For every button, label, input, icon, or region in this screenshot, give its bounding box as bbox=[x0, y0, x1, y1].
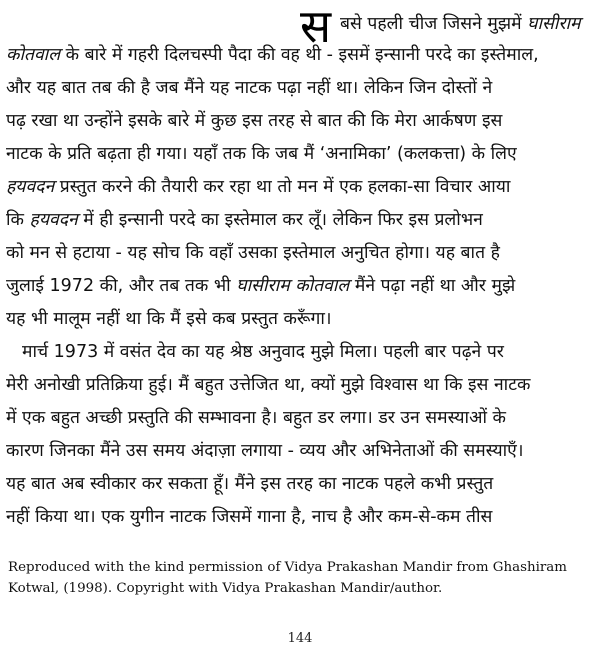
text-run: को मन से हटाया - यह सोच कि वहाँ उसका इस्तेमाल अनुचित होगा। यह बात है bbox=[6, 243, 500, 263]
text-run: में एक बहुत अच्छी प्रस्तुति की सम्भावना है। बहुत डर लगा। डर उन समस्याओं के bbox=[6, 408, 506, 428]
text-line bbox=[6, 241, 596, 265]
italic-title: हयवदन bbox=[6, 177, 55, 197]
text-run: और यह बात तब की है जब मैंने यह नाटक पढ़ा नहीं था। लेकिन जिन दोस्तों ने bbox=[6, 78, 493, 98]
text-run: मैंने पढ़ा नहीं था और मुझे bbox=[349, 276, 516, 296]
text-run: मेरी अनोखी प्रतिक्रिया हुई। मैं बहुत उत्तेजित था, क्यों मुझे विश्वास था कि इस नाटक bbox=[6, 375, 531, 395]
italic-title: हयवदन bbox=[29, 210, 78, 230]
text-line bbox=[6, 406, 596, 430]
italic-title: घासीराम bbox=[527, 14, 581, 34]
text-run: प्रस्तुत करने की तैयारी कर रहा था तो मन में एक हलका-सा विचार आया bbox=[54, 177, 511, 197]
text-run: यह भी मालूम नहीं था कि मैं इसे कब प्रस्तुत करूँगा। bbox=[6, 309, 332, 329]
footnote: Reproduced with the kind permission of Vidya Prakashan Mandir from Ghashiram Kotwal, (1998). Copyright with Vidya Prakashan Mandir/author. bbox=[8, 560, 567, 596]
page-number: 144 bbox=[287, 631, 313, 646]
text-line bbox=[22, 340, 596, 364]
text-run: में ही इन्सानी परदे का इस्तेमाल कर लूँ। लेकिन फिर इस प्रलोभन bbox=[77, 210, 483, 230]
text-line bbox=[6, 43, 596, 67]
text-run: यह बात अब स्वीकार कर सकता हूँ। मैंने इस तरह का नाटक पहले कभी प्रस्तुत bbox=[6, 474, 494, 494]
text-line bbox=[6, 142, 596, 166]
text-line bbox=[6, 505, 596, 529]
text-line bbox=[6, 472, 596, 496]
text-line bbox=[6, 274, 596, 298]
text-line bbox=[6, 175, 596, 199]
italic-title: कोतवाल bbox=[6, 45, 61, 65]
text-run: कि bbox=[6, 210, 30, 230]
text-run: नाटक के प्रति बढ़ता ही गया। यहाँ तक कि जब मैं ‘अनामिका’ (कलकत्ता) के लिए bbox=[6, 144, 517, 164]
text-line bbox=[6, 76, 596, 100]
text-line bbox=[6, 307, 596, 331]
text-run: नहीं किया था। एक युगीन नाटक जिसमें गाना है, नाच है और कम-से-कम तीस bbox=[6, 507, 493, 527]
drop-cap: स bbox=[300, 0, 332, 53]
text-line bbox=[6, 208, 596, 232]
text-run: बसे पहली चीज जिसने मुझमें bbox=[340, 14, 528, 34]
text-run: पढ़ रखा था उन्होंने इसके बारे में कुछ इस तरह से बात की कि मेरा आर्कषण इस bbox=[6, 111, 503, 131]
italic-title: घासीराम कोतवाल bbox=[236, 276, 350, 296]
text-line bbox=[6, 109, 596, 133]
text-line bbox=[340, 12, 595, 36]
text-run: मार्च 1973 में वसंत देव का यह श्रेष्ठ अनुवाद मुझे मिला। पहली बार पढ़ने पर bbox=[22, 342, 504, 362]
text-run: कारण जिनका मैंने उस समय अंदाज़ा लगाया - व्यय और अभिनेताओं की समस्याएँ। bbox=[6, 441, 524, 461]
text-line bbox=[6, 373, 596, 397]
text-line bbox=[6, 439, 596, 463]
text-run: के बारे में गहरी दिलचस्पी पैदा की वह थी - इसमें इन्सानी परदे का इस्तेमाल, bbox=[60, 45, 539, 65]
text-run: जुलाई 1972 की, और तब तक भी bbox=[6, 276, 237, 296]
